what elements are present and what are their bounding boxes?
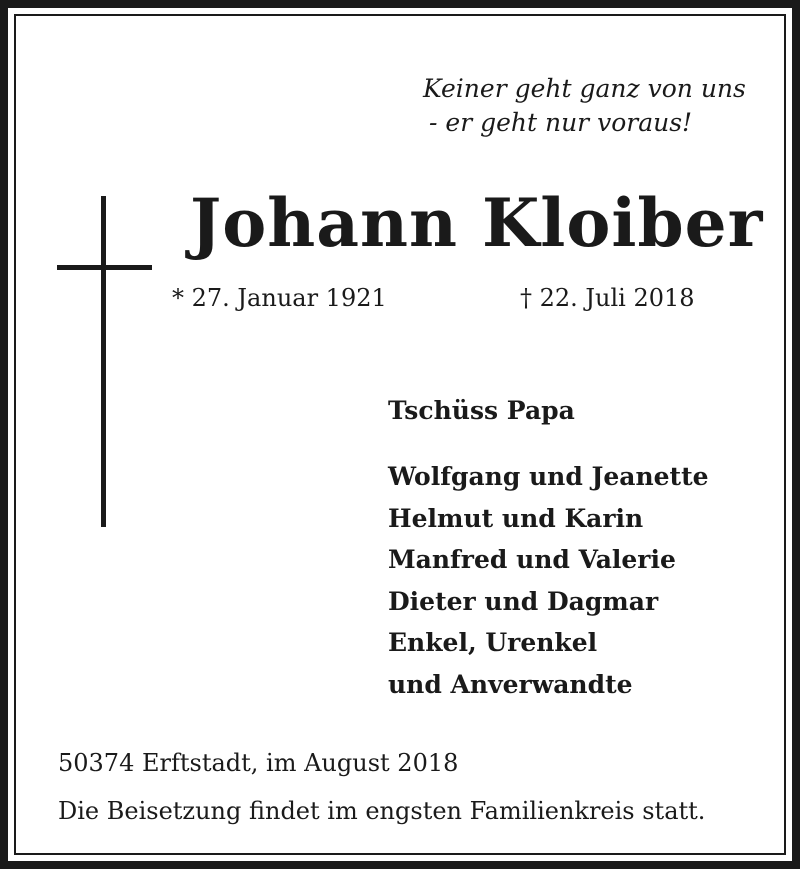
funeral-note: Die Beisetzung findet im engsten Familienkreis statt. xyxy=(58,797,706,825)
motto xyxy=(423,72,746,140)
deceased-name: Johann Kloiber xyxy=(190,184,764,262)
motto-line-1: Keiner geht ganz von uns xyxy=(423,74,746,103)
motto-line-2: - er geht nur voraus! xyxy=(429,108,693,137)
list-item: Helmut und Karin xyxy=(388,503,644,533)
birth-date: * 27. Januar 1921 xyxy=(172,284,387,312)
list-item: Wolfgang und Jeanette xyxy=(388,462,709,491)
cross-horizontal-beam xyxy=(57,265,152,270)
place-and-date: 50374 Erftstadt, im August 2018 xyxy=(58,749,459,777)
list-item: Manfred und Valerie xyxy=(388,545,676,574)
mourners-list xyxy=(388,456,709,705)
list-item: und Anverwandte xyxy=(388,669,633,699)
cross-vertical-beam xyxy=(101,196,106,527)
death-date: † 22. Juli 2018 xyxy=(520,284,695,312)
list-item: Dieter und Dagmar xyxy=(388,586,659,616)
list-item: Enkel, Urenkel xyxy=(388,628,598,657)
inner-border xyxy=(14,14,786,855)
farewell-line: Tschüss Papa xyxy=(388,396,575,425)
